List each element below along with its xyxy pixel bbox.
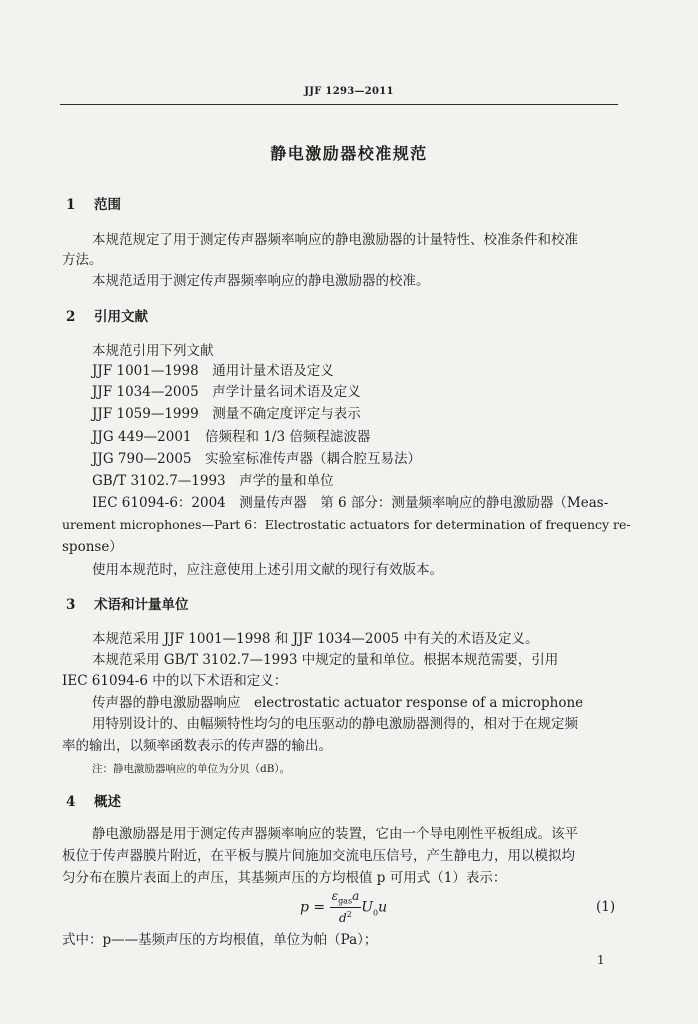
formula-u: u <box>378 899 388 916</box>
section-3-heading <box>66 596 189 614</box>
document-title: 静电激励器校准规范 <box>270 144 428 163</box>
reference-item-continued: urement microphones—Part 6：Electrostatic actuators for determination of frequency re- <box>62 517 631 532</box>
section-number: 4 <box>66 794 76 810</box>
formula-epsilon: ε <box>331 889 339 903</box>
equation-1 <box>300 890 387 925</box>
formula-numerator <box>330 890 362 908</box>
paragraph-line: 本规范引用下列文献 <box>92 343 214 359</box>
formula-d: d <box>339 911 347 926</box>
formula-epsilon-subscript: gas <box>338 896 353 906</box>
formula-a: a <box>352 889 360 903</box>
definition-line: 率的输出，以频率函数表示的传声器的输出。 <box>62 738 332 754</box>
standard-code-header: JJF 1293—2011 <box>304 86 394 97</box>
section-title: 范围 <box>94 197 121 213</box>
paragraph-line: 板位于传声器膜片附近，在平板与膜片间施加交流电压信号，产生静电力，用以模拟均 <box>62 848 575 864</box>
paragraph-line: 使用本规范时，应注意使用上述引用文献的现行有效版本。 <box>92 562 443 578</box>
paragraph-line: 方法。 <box>62 252 103 268</box>
reference-item: JJG 790—2005 实验室标准传声器（耦合腔互易法） <box>92 451 422 467</box>
section-number: 2 <box>66 309 76 325</box>
reference-item: JJF 1001—1998 通用计量术语及定义 <box>92 363 334 379</box>
reference-item: JJF 1034—2005 声学计量名词术语及定义 <box>92 384 361 400</box>
equation-number: (1) <box>596 899 616 915</box>
section-4-heading <box>66 793 121 811</box>
term-line: 传声器的静电激励器响应 electrostatic actuator response of a microphone <box>92 695 584 711</box>
formula-denominator <box>330 908 362 925</box>
paragraph-line: 本规范采用 JJF 1001—1998 和 JJF 1034—2005 中有关的术语及定义。 <box>92 631 539 647</box>
section-2-heading <box>66 308 148 326</box>
section-1-heading <box>66 196 121 214</box>
reference-item: IEC 61094-6：2004 测量传声器 第 6 部分：测量频率响应的静电激励器（Meas- <box>92 495 609 511</box>
paragraph-line: 本规范适用于测定传声器频率响应的静电激励器的校准。 <box>92 273 430 289</box>
reference-item: JJF 1059—1999 测量不确定度评定与表示 <box>92 406 361 422</box>
formula-U: U <box>361 899 374 916</box>
formula-equals: = <box>313 899 326 916</box>
formula-d-exponent: 2 <box>346 910 352 920</box>
section-number: 1 <box>66 197 76 213</box>
paragraph-line: IEC 61094-6 中的以下术语和定义： <box>62 673 288 689</box>
paragraph-line: 式中：p——基频声压的方均根值，单位为帕（Pa）； <box>62 932 378 948</box>
header-rule <box>60 104 618 105</box>
page-number: 1 <box>597 953 605 967</box>
section-title: 引用文献 <box>94 309 148 325</box>
section-title: 术语和计量单位 <box>94 597 189 613</box>
formula-lhs: p <box>300 899 309 916</box>
section-number: 3 <box>66 597 76 613</box>
paragraph-line: 本规范规定了用于测定传声器频率响应的静电激励器的计量特性、校准条件和校准 <box>92 232 578 248</box>
paragraph-line: 本规范采用 GB/T 3102.7—1993 中规定的量和单位。根据本规范需要，引用 <box>92 652 559 668</box>
paragraph-line: 匀分布在膜片表面上的声压，其基频声压的方均根值 p 可用式（1）表示： <box>62 870 507 886</box>
reference-item: GB/T 3102.7—1993 声学的量和单位 <box>92 473 334 489</box>
formula-fraction <box>330 890 362 925</box>
formula-U-subscript: 0 <box>373 908 379 918</box>
reference-item-continued: sponse） <box>62 539 123 555</box>
section-title: 概述 <box>94 794 121 810</box>
definition-line: 用特别设计的、由幅频特性均匀的电压驱动的静电激励器测得的，相对于在规定频 <box>92 716 578 732</box>
reference-item: JJG 449—2001 倍频程和 1/3 倍频程滤波器 <box>92 429 371 445</box>
note-line: 注：静电激励器响应的单位为分贝（dB）。 <box>92 763 291 775</box>
paragraph-line: 静电激励器是用于测定传声器频率响应的装置，它由一个导电刚性平板组成。该平 <box>92 826 578 842</box>
